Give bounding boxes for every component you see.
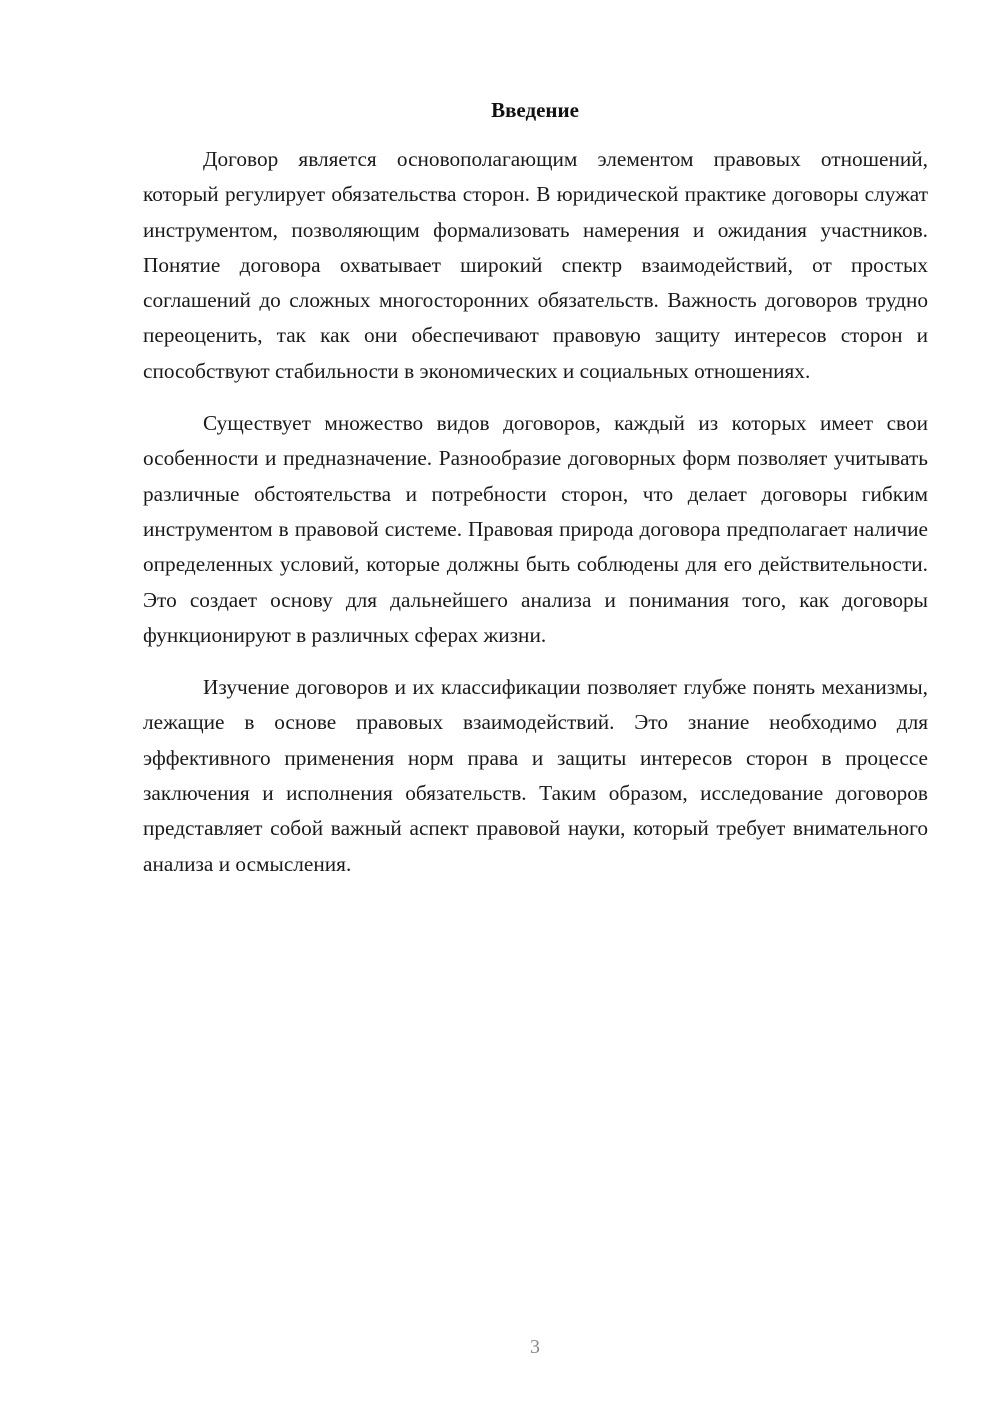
paragraph-3: Изучение договоров и их классификации позволяет глубже понять механизмы, лежащие в основе правовых взаимодействий. Это знание необходимо для эффективного применения норм права и защиты интересов сторон в процессе заключения и исполнения обязательств. Таким образом, исследование договоров представляет собой важный аспект правовой науки, который требует внимательного анализа и осмысления. xyxy=(143,675,928,876)
page-number: 3 xyxy=(530,1336,540,1358)
section-heading: Введение xyxy=(491,98,579,122)
paragraph-1: Договор является основополагающим элементом правовых отношений, который регулирует обязательства сторон. В юридической практике договоры служат инструментом, позволяющим формализовать намерения и ожидания участников. Понятие договора охватывает широкий спектр взаимодействий, от простых соглашений до сложных многосторонних обязательств. Важность договоров трудно переоценить, так как они обеспечивают правовую защиту интересов сторон и способствуют стабильности в экономических и социальных отношениях. xyxy=(143,147,928,383)
paragraph-2: Существует множество видов договоров, каждый из которых имеет свои особенности и предназначение. Разнообразие договорных форм позволяет учитывать различные обстоятельства и потребности сторон, что делает договоры гибким инструментом в правовой системе. Правовая природа договора предполагает наличие определенных условий, которые должны быть соблюдены для его действительности. Это создает основу для дальнейшего анализа и понимания того, как договоры функционируют в различных сферах жизни. xyxy=(143,411,928,647)
body-text xyxy=(143,142,928,882)
